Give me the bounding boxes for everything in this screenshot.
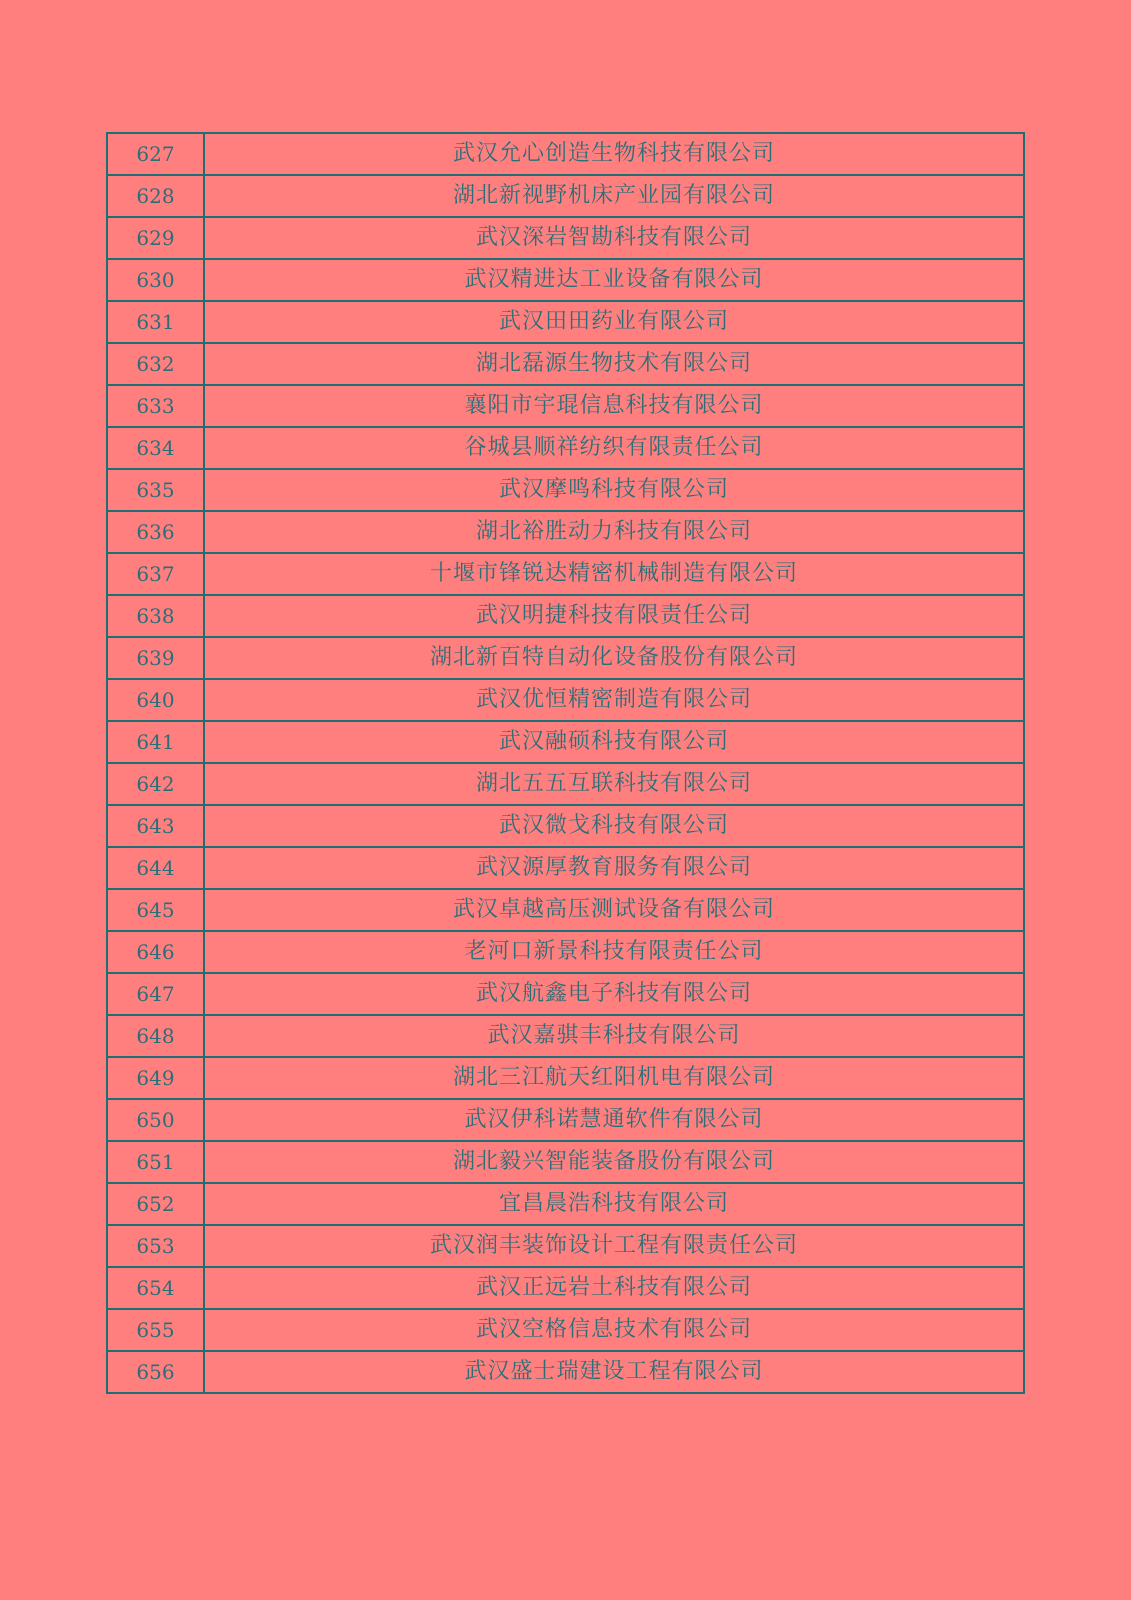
table-row bbox=[107, 1015, 1024, 1057]
row-number: 646 bbox=[107, 931, 204, 973]
company-name: 湖北裕胜动力科技有限公司 bbox=[204, 511, 1024, 553]
row-number: 654 bbox=[107, 1267, 204, 1309]
row-number: 634 bbox=[107, 427, 204, 469]
table-row bbox=[107, 259, 1024, 301]
table-row bbox=[107, 1057, 1024, 1099]
company-name: 湖北新视野机床产业园有限公司 bbox=[204, 175, 1024, 217]
company-name: 谷城县顺祥纺织有限责任公司 bbox=[204, 427, 1024, 469]
table-row bbox=[107, 469, 1024, 511]
table-row bbox=[107, 133, 1024, 175]
row-number: 644 bbox=[107, 847, 204, 889]
company-name: 武汉正远岩土科技有限公司 bbox=[204, 1267, 1024, 1309]
table-row bbox=[107, 511, 1024, 553]
table-body bbox=[107, 133, 1024, 1393]
row-number: 652 bbox=[107, 1183, 204, 1225]
company-name: 武汉空格信息技术有限公司 bbox=[204, 1309, 1024, 1351]
row-number: 640 bbox=[107, 679, 204, 721]
company-name: 武汉航鑫电子科技有限公司 bbox=[204, 973, 1024, 1015]
table-row bbox=[107, 1309, 1024, 1351]
row-number: 656 bbox=[107, 1351, 204, 1393]
table-row bbox=[107, 343, 1024, 385]
table-row bbox=[107, 1141, 1024, 1183]
row-number: 653 bbox=[107, 1225, 204, 1267]
table-row bbox=[107, 385, 1024, 427]
company-name: 襄阳市宇琨信息科技有限公司 bbox=[204, 385, 1024, 427]
company-name: 武汉允心创造生物科技有限公司 bbox=[204, 133, 1024, 175]
company-name: 湖北三江航天红阳机电有限公司 bbox=[204, 1057, 1024, 1099]
row-number: 645 bbox=[107, 889, 204, 931]
company-name: 武汉润丰装饰设计工程有限责任公司 bbox=[204, 1225, 1024, 1267]
company-name: 宜昌晨浩科技有限公司 bbox=[204, 1183, 1024, 1225]
table-row bbox=[107, 679, 1024, 721]
row-number: 627 bbox=[107, 133, 204, 175]
row-number: 630 bbox=[107, 259, 204, 301]
company-name: 武汉摩鸣科技有限公司 bbox=[204, 469, 1024, 511]
row-number: 643 bbox=[107, 805, 204, 847]
company-name: 十堰市锋锐达精密机械制造有限公司 bbox=[204, 553, 1024, 595]
company-name: 武汉明捷科技有限责任公司 bbox=[204, 595, 1024, 637]
table-row bbox=[107, 931, 1024, 973]
table-row bbox=[107, 217, 1024, 259]
company-name: 湖北五五互联科技有限公司 bbox=[204, 763, 1024, 805]
row-number: 635 bbox=[107, 469, 204, 511]
company-name: 湖北磊源生物技术有限公司 bbox=[204, 343, 1024, 385]
row-number: 638 bbox=[107, 595, 204, 637]
table-row bbox=[107, 847, 1024, 889]
company-name: 老河口新景科技有限责任公司 bbox=[204, 931, 1024, 973]
company-name: 湖北新百特自动化设备股份有限公司 bbox=[204, 637, 1024, 679]
company-name: 武汉伊科诺慧通软件有限公司 bbox=[204, 1099, 1024, 1141]
row-number: 647 bbox=[107, 973, 204, 1015]
row-number: 636 bbox=[107, 511, 204, 553]
company-name: 武汉田田药业有限公司 bbox=[204, 301, 1024, 343]
table-row bbox=[107, 889, 1024, 931]
company-table bbox=[106, 132, 1025, 1394]
table-row bbox=[107, 1225, 1024, 1267]
company-name: 武汉源厚教育服务有限公司 bbox=[204, 847, 1024, 889]
table-row bbox=[107, 1267, 1024, 1309]
table-row bbox=[107, 721, 1024, 763]
table-row bbox=[107, 1183, 1024, 1225]
company-name: 武汉嘉骐丰科技有限公司 bbox=[204, 1015, 1024, 1057]
company-name: 武汉深岩智勘科技有限公司 bbox=[204, 217, 1024, 259]
row-number: 632 bbox=[107, 343, 204, 385]
table-row bbox=[107, 1351, 1024, 1393]
table-row bbox=[107, 1099, 1024, 1141]
row-number: 637 bbox=[107, 553, 204, 595]
row-number: 642 bbox=[107, 763, 204, 805]
row-number: 648 bbox=[107, 1015, 204, 1057]
row-number: 628 bbox=[107, 175, 204, 217]
table-row bbox=[107, 427, 1024, 469]
table-row bbox=[107, 175, 1024, 217]
table-row bbox=[107, 301, 1024, 343]
row-number: 631 bbox=[107, 301, 204, 343]
row-number: 651 bbox=[107, 1141, 204, 1183]
row-number: 649 bbox=[107, 1057, 204, 1099]
company-name: 武汉融硕科技有限公司 bbox=[204, 721, 1024, 763]
row-number: 639 bbox=[107, 637, 204, 679]
company-name: 武汉卓越高压测试设备有限公司 bbox=[204, 889, 1024, 931]
table-row bbox=[107, 595, 1024, 637]
row-number: 655 bbox=[107, 1309, 204, 1351]
table-row bbox=[107, 553, 1024, 595]
company-name: 武汉优恒精密制造有限公司 bbox=[204, 679, 1024, 721]
company-name: 武汉盛士瑞建设工程有限公司 bbox=[204, 1351, 1024, 1393]
table-row bbox=[107, 637, 1024, 679]
row-number: 641 bbox=[107, 721, 204, 763]
company-name: 湖北毅兴智能装备股份有限公司 bbox=[204, 1141, 1024, 1183]
row-number: 633 bbox=[107, 385, 204, 427]
row-number: 629 bbox=[107, 217, 204, 259]
row-number: 650 bbox=[107, 1099, 204, 1141]
company-name: 武汉微戈科技有限公司 bbox=[204, 805, 1024, 847]
table-row bbox=[107, 763, 1024, 805]
table-row bbox=[107, 805, 1024, 847]
table-row bbox=[107, 973, 1024, 1015]
company-name: 武汉精进达工业设备有限公司 bbox=[204, 259, 1024, 301]
